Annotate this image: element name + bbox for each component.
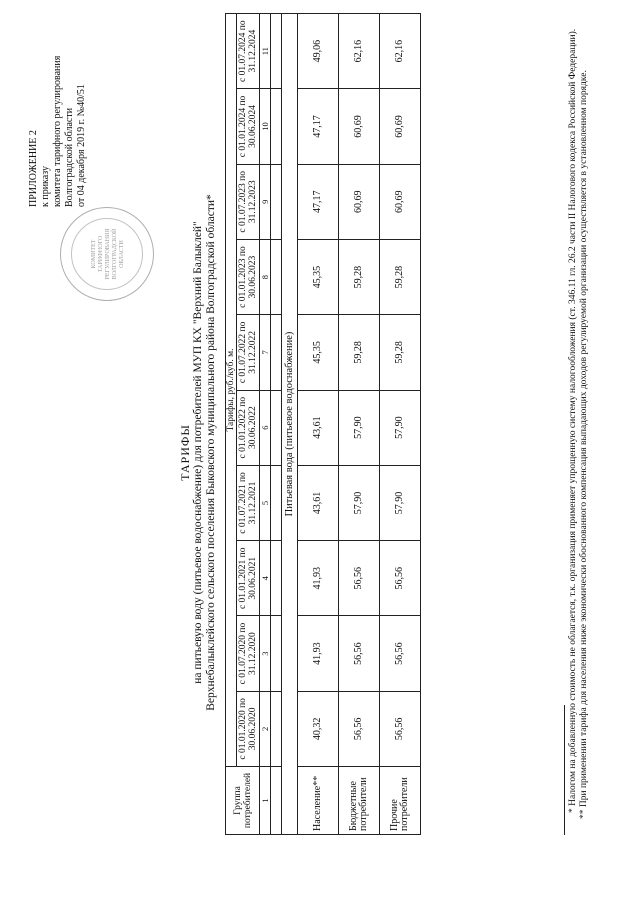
footnotes: [568, 25, 590, 835]
tariff-cell: 62,16: [380, 14, 421, 89]
tariff-cell: 40,32: [298, 691, 339, 766]
header-period: с 01.07.2020 по 31.12.2020: [237, 616, 260, 691]
document-subtitle-line-1: на питьевую воду (питьевое водоснабжение) для потребителей МУП КХ "Верхний Балыклей": [192, 221, 204, 684]
appendix-line: Волгоградской области: [64, 107, 75, 207]
empty-row: [271, 14, 282, 835]
tariff-cell: 47,17: [298, 164, 339, 239]
appendix-line: комитета тарифного регулирования: [52, 55, 63, 207]
footnote-vat: * Налогом на добавленную стоимость не облагается, т.к. организация применяет упрощенную систему налогообложения (ст. 346.11 гл. 26.2 части II Налогового кодекса Российской Федерации).: [568, 28, 578, 813]
tariff-cell: 60,69: [339, 89, 380, 164]
column-number: 8: [260, 239, 271, 314]
document-subtitle-line-2: Верхнебалыклейского сельского поселения Быковского муниципального района Волгоградской области*: [205, 194, 217, 711]
table-row: [380, 14, 421, 835]
appendix-line: к приказу: [40, 166, 51, 207]
appendix-block: [28, 7, 88, 207]
tariff-cell: 57,90: [380, 390, 421, 465]
official-seal: [60, 207, 154, 301]
tariff-cell: 60,69: [339, 164, 380, 239]
tariff-cell: 59,28: [339, 315, 380, 390]
appendix-line: от 04 декабря 2019 г. №40/51: [76, 84, 87, 207]
tariff-cell: 45,35: [298, 315, 339, 390]
header-period: с 01.07.2024 по 31.12.2024: [237, 14, 260, 89]
column-number: 5: [260, 465, 271, 540]
tariff-cell: 56,56: [380, 616, 421, 691]
header-period: с 01.07.2023 по 31.12.2023: [237, 164, 260, 239]
header-period: с 01.01.2024 по 30.06.2024: [237, 89, 260, 164]
tariff-cell: 47,17: [298, 89, 339, 164]
consumer-group: Население**: [298, 767, 339, 835]
column-number: 2: [260, 691, 271, 766]
tariff-cell: 62,16: [339, 14, 380, 89]
table-row: [298, 14, 339, 835]
tariff-cell: 56,56: [339, 541, 380, 616]
header-period: с 01.01.2021 по 30.06.2021: [237, 541, 260, 616]
document-title: ТАРИФЫ: [178, 424, 192, 481]
tariff-cell: 60,69: [380, 89, 421, 164]
column-number: 11: [260, 14, 271, 89]
header-period: с 01.07.2022 по 31.12.2022: [237, 315, 260, 390]
footnote-divider: [564, 705, 565, 835]
section-title: Питьевая вода (питьевое водоснабжение): [282, 14, 298, 835]
footnote-population: ** При применении тарифа для населения ниже экономически обоснованного компенсация выпадающих доходов регулируемой организации осуществляется в установленном порядке.: [579, 70, 589, 819]
tariff-cell: 56,56: [380, 541, 421, 616]
header-period: с 01.01.2022 по 30.06.2022: [237, 390, 260, 465]
tariff-cell: 57,90: [380, 465, 421, 540]
tariff-cell: 59,28: [380, 239, 421, 314]
tariff-cell: 49,06: [298, 14, 339, 89]
header-consumer-group: Группа потребителей: [226, 767, 260, 835]
tariff-cell: 45,35: [298, 239, 339, 314]
appendix-title: ПРИЛОЖЕНИЕ 2: [28, 130, 39, 207]
tariff-cell: 57,90: [339, 465, 380, 540]
tariff-cell: 41,93: [298, 541, 339, 616]
column-number: 1: [260, 767, 271, 835]
consumer-group: Бюджетные потребители: [339, 767, 380, 835]
consumer-group: Прочие потребители: [380, 767, 421, 835]
column-number: 10: [260, 89, 271, 164]
column-number: 9: [260, 164, 271, 239]
column-number: 4: [260, 541, 271, 616]
tariff-cell: 56,56: [380, 691, 421, 766]
table-row: [339, 14, 380, 835]
tariff-cell: 59,28: [339, 239, 380, 314]
column-number: 6: [260, 390, 271, 465]
tariff-cell: 41,93: [298, 616, 339, 691]
tariff-cell: 56,56: [339, 616, 380, 691]
tariff-cell: 57,90: [339, 390, 380, 465]
tariff-cell: 60,69: [380, 164, 421, 239]
tariff-cell: 56,56: [339, 691, 380, 766]
column-number: 3: [260, 616, 271, 691]
tariff-cell: 43,61: [298, 390, 339, 465]
seal-text: КОМИТЕТ ТАРИФНОГО РЕГУЛИРОВАНИЯ ВОЛГОГРАДСКОЙ ОБЛАСТИ: [91, 228, 125, 280]
header-period: с 01.01.2023 по 30.06.2023: [237, 239, 260, 314]
tariff-table: [225, 13, 421, 835]
header-period: с 01.01.2020 по 30.06.2020: [237, 691, 260, 766]
tariff-cell: 43,61: [298, 465, 339, 540]
header-tariffs: Тарифы, руб./куб. м.: [226, 14, 237, 767]
tariff-cell: 59,28: [380, 315, 421, 390]
header-period: с 01.07.2021 по 31.12.2021: [237, 465, 260, 540]
column-number: 7: [260, 315, 271, 390]
